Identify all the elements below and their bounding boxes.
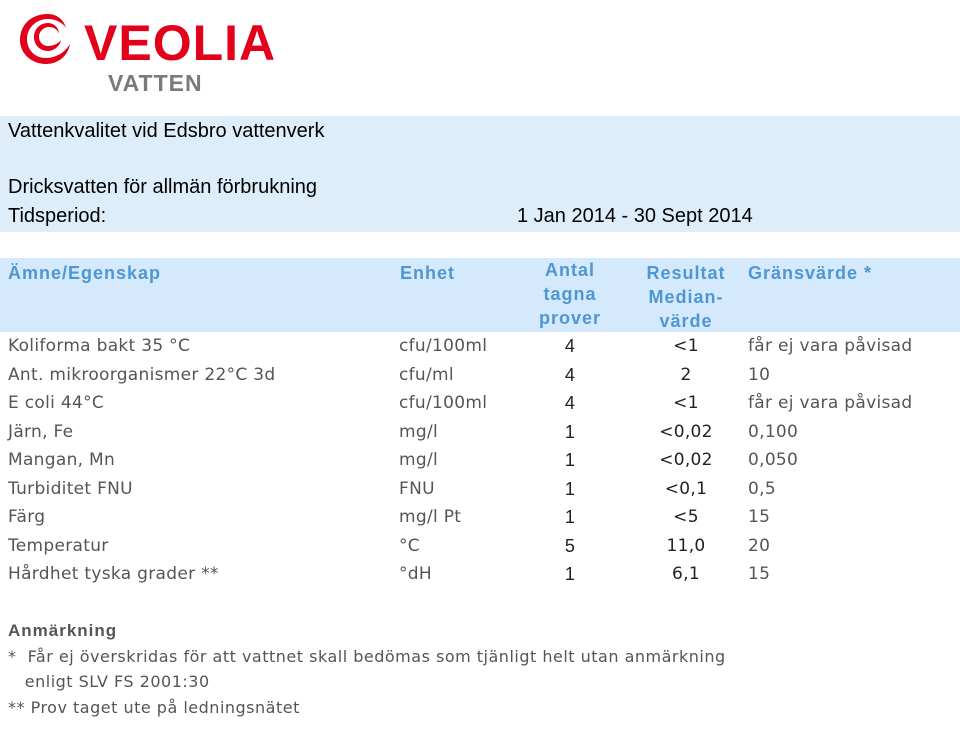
cell-subject: Järn, Fe bbox=[8, 421, 74, 442]
table-row bbox=[0, 361, 960, 390]
cell-limit: får ej vara påvisad bbox=[748, 393, 913, 413]
cell-count: 1 bbox=[564, 507, 576, 527]
cell-count: 1 bbox=[564, 450, 576, 470]
cell-unit: cfu/ml bbox=[399, 364, 454, 385]
table-header bbox=[0, 258, 960, 332]
table-row bbox=[0, 503, 960, 532]
notes-section bbox=[8, 620, 948, 722]
cell-unit: °dH bbox=[399, 564, 432, 584]
cell-unit: mg/l bbox=[399, 421, 439, 442]
cell-limit: 15 bbox=[748, 507, 771, 527]
header-unit: Enhet bbox=[400, 263, 456, 283]
header-result-line: värde bbox=[659, 311, 713, 331]
veolia-sub-label: VATTEN bbox=[108, 70, 203, 96]
note-line: enligt SLV FS 2001:30 bbox=[8, 672, 210, 691]
table-row bbox=[0, 332, 960, 361]
cell-subject: Färg bbox=[8, 507, 46, 527]
cell-subject: Turbiditet FNU bbox=[8, 478, 133, 499]
cell-count: 4 bbox=[564, 364, 576, 385]
header-result-line: Resultat bbox=[646, 263, 726, 283]
table-row bbox=[0, 560, 960, 589]
cell-subject: Temperatur bbox=[8, 535, 109, 556]
cell-unit: mg/l Pt bbox=[399, 507, 462, 527]
cell-subject: E coli 44°C bbox=[8, 393, 105, 413]
notes-title: Anmärkning bbox=[8, 621, 118, 640]
cell-unit: mg/l bbox=[399, 450, 439, 470]
header-subject: Ämne/Egenskap bbox=[8, 263, 162, 283]
table-row bbox=[0, 446, 960, 475]
document-subtitle: Dricksvatten för allmän förbrukning bbox=[8, 176, 318, 198]
cell-result: <0,1 bbox=[664, 478, 708, 499]
cell-subject: Hårdhet tyska grader ** bbox=[8, 564, 219, 584]
note-line: ** Prov taget ute på ledningsnätet bbox=[8, 698, 300, 717]
cell-limit: 0,050 bbox=[748, 450, 799, 470]
veolia-logo bbox=[18, 8, 308, 96]
cell-count: 4 bbox=[564, 336, 576, 356]
header-count-line: Antal bbox=[545, 260, 595, 280]
cell-subject: Mangan, Mn bbox=[8, 450, 116, 470]
cell-result: <1 bbox=[673, 393, 699, 413]
cell-limit: 0,100 bbox=[748, 421, 799, 442]
cell-subject: Koliforma bakt 35 °C bbox=[8, 336, 191, 356]
cell-limit: 20 bbox=[748, 535, 771, 556]
table-body bbox=[0, 332, 960, 589]
cell-count: 1 bbox=[564, 478, 576, 499]
table-row bbox=[0, 532, 960, 561]
veolia-logo-mark bbox=[18, 8, 308, 68]
header-count-line: prover bbox=[538, 308, 602, 328]
cell-count: 4 bbox=[564, 393, 576, 413]
info-panel bbox=[0, 116, 960, 232]
cell-result: <0,02 bbox=[659, 450, 713, 470]
table-row bbox=[0, 418, 960, 447]
cell-subject: Ant. mikroorganismer 22°C 3d bbox=[8, 364, 276, 385]
cell-limit: 15 bbox=[748, 564, 771, 584]
table-row bbox=[0, 389, 960, 418]
note-line: * Får ej överskridas för att vattnet skall bedömas som tjänligt helt utan anmärkning bbox=[8, 647, 726, 666]
cell-result: <5 bbox=[673, 507, 699, 527]
cell-unit: °C bbox=[399, 535, 420, 556]
cell-limit: 0,5 bbox=[748, 478, 776, 499]
header-count bbox=[520, 258, 620, 330]
cell-count: 1 bbox=[564, 421, 576, 442]
cell-unit: cfu/100ml bbox=[399, 336, 488, 356]
cell-result: 6,1 bbox=[672, 564, 700, 584]
cell-unit: FNU bbox=[399, 478, 435, 499]
document-title: Vattenkvalitet vid Edsbro vattenverk bbox=[8, 120, 325, 142]
cell-result: <1 bbox=[673, 336, 699, 356]
cell-result: 11,0 bbox=[666, 535, 706, 556]
cell-result: <0,02 bbox=[659, 421, 713, 442]
cell-limit: 10 bbox=[748, 364, 771, 385]
cell-unit: cfu/100ml bbox=[399, 393, 488, 413]
period-label: Tidsperiod: bbox=[8, 205, 107, 227]
header-result bbox=[636, 261, 736, 333]
cell-count: 1 bbox=[564, 564, 576, 584]
header-result-line: Median- bbox=[648, 287, 724, 307]
cell-limit: får ej vara påvisad bbox=[748, 336, 913, 356]
header-limit: Gränsvärde * bbox=[748, 263, 873, 283]
period-value: 1 Jan 2014 - 30 Sept 2014 bbox=[517, 205, 753, 227]
cell-result: 2 bbox=[680, 364, 692, 385]
table-row bbox=[0, 475, 960, 504]
cell-count: 5 bbox=[564, 535, 576, 556]
header-count-line: tagna bbox=[543, 284, 597, 304]
svg-text:VEOLIA: VEOLIA bbox=[84, 15, 277, 68]
